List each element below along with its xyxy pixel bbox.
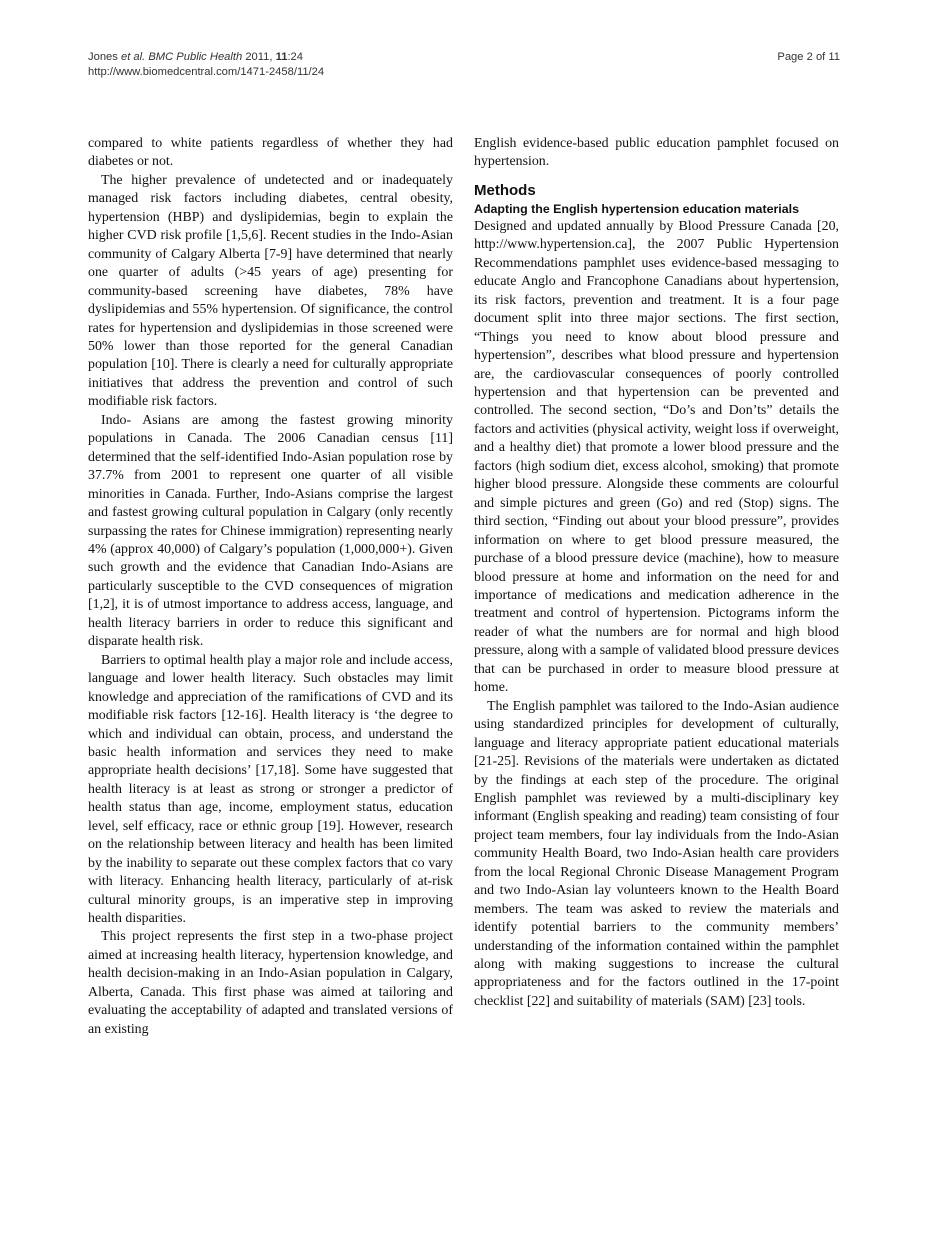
- citation-authors: Jones: [88, 51, 121, 63]
- paragraph: The English pamphlet was tailored to the Indo-Asian audience using standardized principles for development of culturally, language and literacy appropriate patient educational materials [21-25]. Revisions of the materials were undertaken as dictated by the findings at each step of the procedure. The original English pamphlet was reviewed by a multi-disciplinary key informant (English speaking and reading) team consisting of four project team members, four lay individuals from the Indo-Asian community Health Board, two Indo-Asian health care providers from the local Regional Chronic Disease Management Program and two Indo-Asian lay volunteers known to the Health Board members. The team was asked to review the materials and identify potential barriers to the community members’ understanding of the information contained within the pamphlet along with making suggestions to increase the cultural appropriateness and for the factors outlined in the 17-point checklist [22] and suitability of materials (SAM) [23] tools.: [474, 698, 839, 1009]
- citation-journal: et al. BMC Public Health: [120, 51, 243, 63]
- left-column: [88, 135, 453, 1039]
- paragraph: English evidence-based public education pamphlet focused on hypertension.: [474, 136, 839, 170]
- section-heading-methods: Methods: [474, 181, 536, 199]
- paragraph: compared to white patients regardless of whether they had diabetes or not.: [88, 136, 453, 170]
- paragraph: This project represents the first step in a two-phase project aimed at increasing health literacy, hypertension knowledge, and health decision-making in an Indo-Asian population in Calgary, Alberta, Canada. This first phase was aimed at tailoring and evaluating the acceptability of adapted and translated versions of an existing: [88, 929, 453, 1037]
- journal-citation: [88, 50, 324, 65]
- article-url[interactable]: http://www.biomedcentral.com/1471-2458/11/24: [88, 66, 325, 78]
- paragraph: Barriers to optimal health play a major role and include access, language and lower health literacy. Such obstacles may limit knowledge and appreciation of the ramifications of CVD and its modifiable risk factors [12-16]. Health literacy is ‘the degree to which and individual can obtain, process, and understand the basic health information and services they need to make appropriate health decisions’ [17,18]. Some have suggested that health literacy is at least as strong or stronger a predictor of health status than age, income, employment status, education level, self efficacy, race or ethnic group [19]. However, research on the relationship between literacy and health has been limited by the inability to separate out these complex factors that co vary with literacy. Enhancing health literacy, particularly of at-risk cultural minority groups, is an imperative step in improving health disparities.: [88, 652, 453, 927]
- citation-year: 2011,: [242, 51, 276, 63]
- citation-volume: 11: [275, 51, 288, 63]
- subsection-heading: Adapting the English hypertension education materials: [474, 201, 799, 216]
- page-number: Page 2 of 11: [777, 51, 840, 63]
- citation-block: [88, 50, 324, 80]
- citation-article: :24: [287, 51, 303, 63]
- paragraph: Indo- Asians are among the fastest growing minority populations in Canada. The 2006 Canadian census [11] determined that the self-identified Indo-Asian population rose by 37.7% from 2001 to represent one quarter of all visible minorities in Canada. Further, Indo-Asians comprise the largest and fastest growing cultural population in Calgary (only recently surpassing the rates for Chinese immigration) representing nearly 4% (approx 40,000) of Calgary’s population (1,000,000+). Given such growth and the evidence that Canadian Indo-Asians are particularly susceptible to the CVD consequences of migration [1,2], it is of utmost importance to address access, language, and health literacy barriers in order to reduce this significant and disparate health risk.: [88, 412, 453, 650]
- paragraph: Designed and updated annually by Blood Pressure Canada [20, http://www.hypertension.ca], the 2007 Public Hypertension Recommendations pamphlet uses evidence-based messaging to educate Anglo and Francophone Canadians about hypertension, its risk factors, prevention and treatment. It is a four page document split into three major sections. The first section, “Things you need to know about blood pressure and hypertension”, describes what blood pressure and hypertension are, the cardiovascular consequences of poorly controlled hypertension and that hypertension can be prevented and controlled. The second section, “Do’s and Don’ts” details the factors and activities (physical activity, weight loss if overweight, and a healthy diet) that promote a lower blood pressure and the factors (high sodium diet, excess alcohol, smoking) that promote higher blood pressure. Alongside these comments are colourful and simple pictures and green (Go) and red (Stop) signs. The third section, “Finding out about your blood pressure”, provides information on where to get blood pressure measured, the purchase of a blood pressure device (machine), how to measure blood pressure at home and information on the need for and importance of medications and medication adherence in the treatment and control of hypertension. Pictograms inform the reader of what the numbers are for normal and high blood pressure, along with a sample of validated blood pressure devices that can be purchased in order to measure blood pressure at home.: [474, 218, 839, 696]
- paragraph: The higher prevalence of undetected and or inadequately managed risk factors including diabetes, central obesity, hypertension (HBP) and dyslipidemias, begin to explain the higher CVD risk profile [1,5,6]. Recent studies in the Indo-Asian community of Calgary Alberta [7-9] have determined that nearly one quarter of adults (>45 years of age) presenting for community-based screening have diabetes, 78% have dyslipidemias and 55% hypertension. Of significance, the control rates for hypertension and dyslipidemias in those screened were 50% lower than those reported for the general Canadian population [10]. There is clearly a need for culturally appropriate initiatives that address the prevention and control of such modifiable risk factors.: [88, 172, 453, 410]
- right-column: [474, 135, 839, 1011]
